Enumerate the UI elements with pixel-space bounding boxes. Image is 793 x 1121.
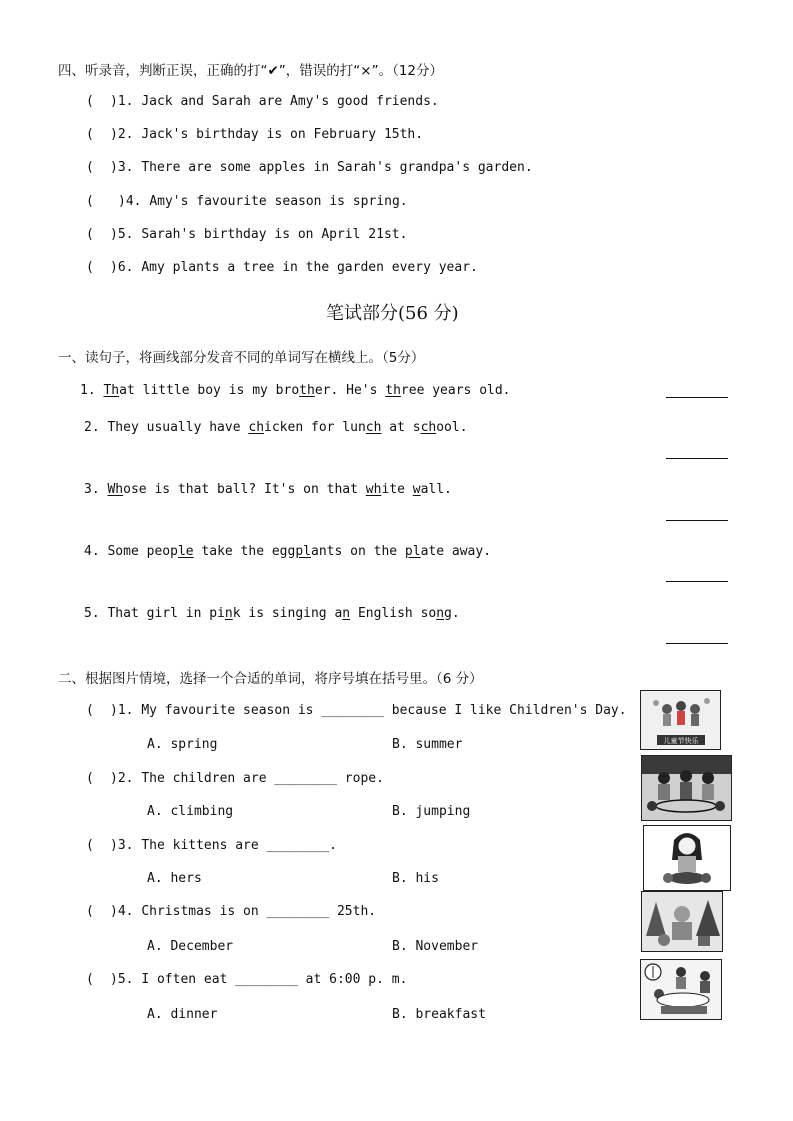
choice-question-3: ( )3. The kittens are ________. <box>86 838 337 853</box>
answer-paren[interactable]: ( <box>86 703 94 718</box>
svg-text:儿童节快乐: 儿童节快乐 <box>663 737 699 745</box>
answer-paren[interactable]: ( <box>86 838 94 853</box>
jumping-rope-illustration <box>642 756 731 820</box>
item-number: )1. <box>110 94 134 109</box>
item-text: There are some apples in Sarah's grandpa's garden. <box>141 160 533 175</box>
answer-line-3[interactable] <box>666 520 728 521</box>
option-b[interactable]: B. breakfast <box>392 1007 486 1022</box>
item-number: )2. <box>110 127 134 142</box>
childrens-day-picture <box>640 690 721 750</box>
option-a[interactable]: A. dinner <box>147 1007 218 1022</box>
option-a[interactable]: A. December <box>147 939 234 954</box>
family-dinner-picture <box>640 959 722 1020</box>
item-text: Amy's favourite season is spring. <box>149 194 408 209</box>
option-a[interactable]: A. spring <box>147 737 218 752</box>
girl-kittens-illustration <box>644 826 730 890</box>
listening-item-6 <box>86 260 478 275</box>
answer-line-5[interactable] <box>666 643 728 644</box>
christmas-illustration <box>642 892 722 951</box>
answer-paren[interactable]: ( <box>86 194 94 209</box>
item-text: Sarah's birthday is on April 21st. <box>141 227 408 242</box>
sentence-5: 5. That girl in pink is singing an English song. <box>84 606 460 621</box>
sentence-1: 1. That little boy is my brother. He's three years old. <box>80 383 511 398</box>
christmas-picture <box>641 891 723 952</box>
answer-paren[interactable]: ( <box>86 160 94 175</box>
choice-question-1: ( )1. My favourite season is ________ because I like Children's Day. <box>86 703 627 718</box>
answer-paren[interactable]: ( <box>86 227 94 242</box>
girl-kittens-picture <box>643 825 731 891</box>
answer-paren[interactable]: ( <box>86 972 94 987</box>
listening-item-4 <box>86 194 408 209</box>
answer-paren[interactable]: ( <box>86 904 94 919</box>
sentence-3: 3. Whose is that ball? It's on that white wall. <box>84 482 452 497</box>
item-number: )3. <box>110 160 134 175</box>
option-b[interactable]: B. his <box>392 871 439 886</box>
part1-heading: 一、读句子，将画线部分发音不同的单词写在横线上。（5分） <box>58 350 425 366</box>
sentence-2: 2. They usually have chicken for lunch at school. <box>84 420 468 435</box>
choice-question-2: ( )2. The children are ________ rope. <box>86 771 384 786</box>
item-text: Jack and Sarah are Amy's good friends. <box>141 94 439 109</box>
option-a[interactable]: A. hers <box>147 871 202 886</box>
option-b[interactable]: B. summer <box>392 737 463 752</box>
item-text: Jack's birthday is on February 15th. <box>141 127 424 142</box>
option-b[interactable]: B. November <box>392 939 479 954</box>
item-number: )6. <box>110 260 134 275</box>
listening-item-1 <box>86 94 439 109</box>
answer-paren[interactable]: ( <box>86 260 94 275</box>
jumping-rope-picture <box>641 755 732 821</box>
sentence-4: 4. Some people take the eggplants on the plate away. <box>84 544 492 559</box>
option-a[interactable]: A. climbing <box>147 804 234 819</box>
answer-line-4[interactable] <box>666 581 728 582</box>
item-text: Amy plants a tree in the garden every year. <box>141 260 478 275</box>
listening-heading: 四、听录音，判断正误，正确的打“✔”，错误的打“×”。（12分） <box>58 63 444 79</box>
part2-heading: 二、根据图片情境，选择一个合适的单词，将序号填在括号里。（6 分） <box>58 671 483 687</box>
childrens-day-illustration <box>641 691 720 749</box>
answer-line-2[interactable] <box>666 458 728 459</box>
listening-item-3 <box>86 160 533 175</box>
family-dinner-illustration <box>641 960 721 1019</box>
listening-item-5 <box>86 227 407 242</box>
answer-paren[interactable]: ( <box>86 94 94 109</box>
choice-question-4: ( )4. Christmas is on ________ 25th. <box>86 904 377 919</box>
item-number: )4. <box>118 194 142 209</box>
answer-paren[interactable]: ( <box>86 127 94 142</box>
item-number: )5. <box>110 227 134 242</box>
choice-question-5: ( )5. I often eat ________ at 6:00 p. m. <box>86 972 408 987</box>
written-section-title: 笔试部分(56 分) <box>326 303 459 324</box>
answer-line-1[interactable] <box>666 397 728 398</box>
listening-item-2 <box>86 127 423 142</box>
answer-paren[interactable]: ( <box>86 771 94 786</box>
option-b[interactable]: B. jumping <box>392 804 471 819</box>
